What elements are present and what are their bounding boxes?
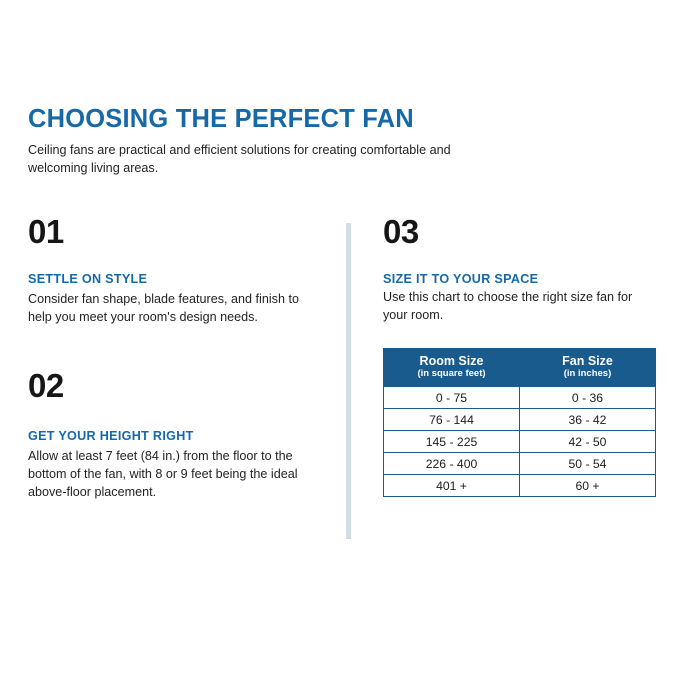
table-cell-fan-size: 42 - 50 <box>520 431 656 453</box>
left-column <box>28 215 318 501</box>
step-number-03: 03 <box>383 213 419 250</box>
table-row <box>384 387 656 409</box>
table-header-fan-size-main: Fan Size <box>562 353 613 368</box>
table-header-fan-size <box>520 348 656 387</box>
page-title: CHOOSING THE PERFECT FAN <box>28 105 414 133</box>
column-divider <box>346 223 351 539</box>
size-chart-table <box>383 348 656 498</box>
right-column <box>383 215 656 497</box>
table-cell-room-size: 76 - 144 <box>384 409 520 431</box>
step-block-02 <box>28 366 318 502</box>
step-block-03 <box>383 215 656 325</box>
table-cell-room-size: 0 - 75 <box>384 387 520 409</box>
step-body-03: Use this chart to choose the right size fan for your room. <box>383 290 633 323</box>
table-row <box>384 409 656 431</box>
steps-columns <box>28 215 672 539</box>
table-cell-fan-size: 36 - 42 <box>520 409 656 431</box>
size-chart-head <box>384 348 656 387</box>
table-row <box>384 453 656 475</box>
table-header-room-size <box>384 348 520 387</box>
step-number-01: 01 <box>28 213 64 250</box>
step-number-02: 02 <box>28 366 64 404</box>
step-title-02: GET YOUR HEIGHT RIGHT <box>28 428 194 443</box>
table-header-row <box>384 348 656 387</box>
page-intro: Ceiling fans are practical and efficient solutions for creating comfortable and welcoming living areas. <box>28 143 451 175</box>
table-header-room-size-main: Room Size <box>419 353 484 368</box>
table-cell-room-size: 226 - 400 <box>384 453 520 475</box>
table-cell-fan-size: 0 - 36 <box>520 387 656 409</box>
step-title-03: SIZE IT TO YOUR SPACE <box>383 272 539 286</box>
step-block-01 <box>28 215 318 327</box>
table-cell-room-size: 401 + <box>384 475 520 497</box>
table-cell-room-size: 145 - 225 <box>384 431 520 453</box>
table-row <box>384 431 656 453</box>
step-body-02: Allow at least 7 feet (84 in.) from the floor to the bottom of the fan, with 8 or 9 feet being the ideal above-floor placement. <box>28 448 298 499</box>
table-row <box>384 475 656 497</box>
step-title-01: SETTLE ON STYLE <box>28 272 148 286</box>
table-header-fan-size-sub: (in inches) <box>563 367 612 379</box>
table-header-room-size-sub: (in square feet) <box>417 367 486 379</box>
table-cell-fan-size: 50 - 54 <box>520 453 656 475</box>
size-chart-body <box>384 387 656 497</box>
header-block <box>28 105 672 178</box>
table-cell-fan-size: 60 + <box>520 475 656 497</box>
step-body-01: Consider fan shape, blade features, and finish to help you meet your room's design needs. <box>28 292 299 325</box>
